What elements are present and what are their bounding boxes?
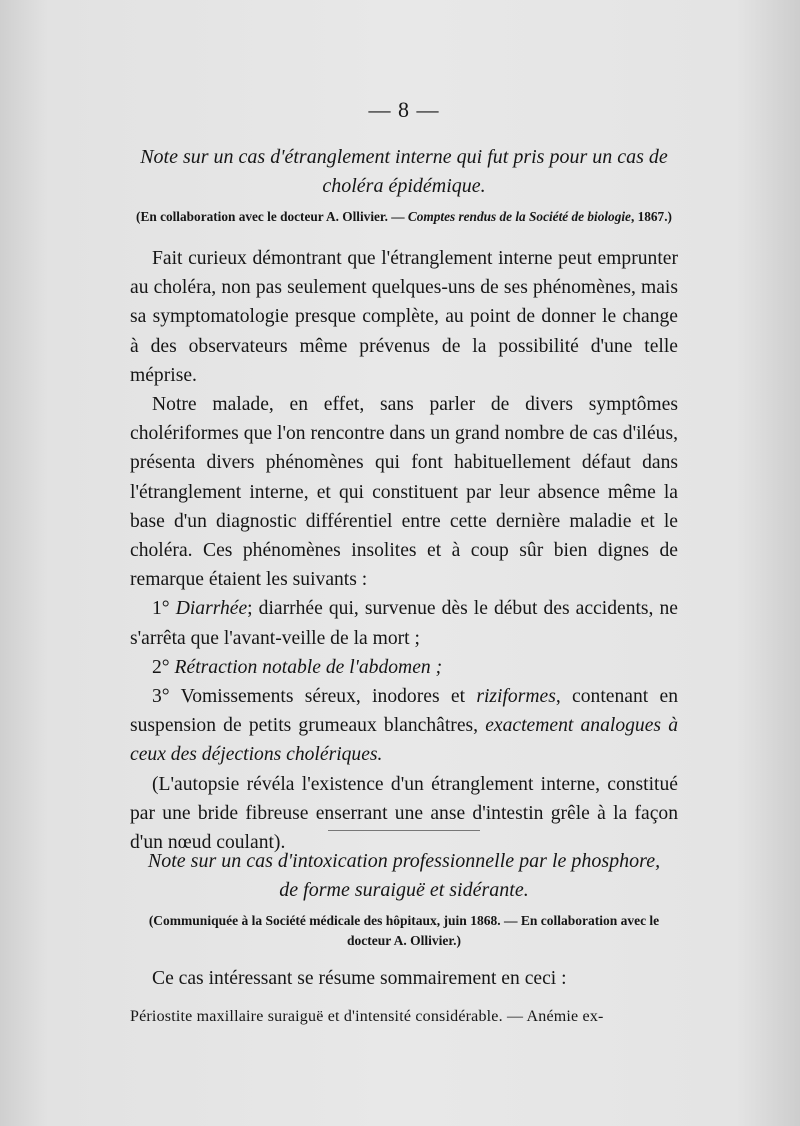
list-item-2-term: Rétraction notable de l'abdomen ;	[174, 656, 443, 678]
article-2-paragraph-2: Périostite maxillaire suraiguë et d'intensité considérable. — Anémie ex-	[130, 1008, 604, 1025]
section-divider	[328, 830, 480, 831]
title-1-line-1: Note sur un cas d'étranglement interne qui fut pris pour un cas de	[140, 146, 668, 168]
title-2-line-2: de forme suraiguë et sidérante.	[279, 879, 529, 901]
publication-note-2	[130, 911, 678, 951]
page-number: — 8 —	[368, 97, 440, 122]
list-item-1-number: 1°	[152, 598, 170, 620]
list-item-1-term: Diarrhée	[175, 598, 248, 620]
note-1-journal: Comptes rendus de la Société de biologie	[407, 209, 631, 224]
article-2-paragraph-1: Ce cas intéressant se résume sommairement en ceci :	[152, 968, 567, 989]
list-item-3	[130, 682, 678, 770]
list-item-3-number: 3°	[152, 686, 170, 708]
list-item-2	[130, 653, 678, 682]
note-2-line-1: (Communiquée à la Société médicale des hôpitaux, juin 1868. — En collaboration avec le	[148, 913, 660, 928]
note-1-suffix: , 1867.)	[630, 209, 672, 224]
list-item-3-emphasis: exactement analogues à ceux des déjections cholériques.	[130, 715, 678, 766]
article-title-2	[130, 847, 678, 905]
paragraph-2: Notre malade, en effet, sans parler de divers symptômes cholériformes que l'on rencontre dans un grand nombre de cas d'iléus, présenta divers phénomènes qui font habituellement défaut dans l'étranglement interne, et qui constituent par leur absence même la base d'un diagnostic différentiel entre cette dernière maladie et le choléra. Ces phénomènes insolites et à coup sûr bien dignes de remarque étaient les suivants :	[130, 394, 678, 591]
paragraph-autopsie: (L'autopsie révéla l'existence d'un étranglement interne, constitué par une bride fibreuse enserrant une anse d'intestin grêle à la façon d'un nœud coulant).	[130, 773, 678, 854]
list-item-1	[130, 594, 678, 652]
list-item-1-text: ; diarrhée qui, survenue dès le début des accidents, ne s'arrêta que l'avant-veille de la mort ;	[130, 598, 678, 649]
title-2-line-1: Note sur un cas d'intoxication professionnelle par le phosphore,	[147, 850, 661, 872]
title-1-line-2: choléra épidémique.	[322, 175, 486, 197]
list-item-3-term: riziformes	[476, 686, 556, 708]
article-1-body	[130, 244, 678, 857]
article-title-1	[130, 143, 678, 201]
list-item-3-text-a: Vomissements séreux, inodores et	[180, 686, 466, 708]
list-item-3-text-b: , contenant en suspension de petits grumeaux blanchâtres,	[130, 686, 678, 737]
note-1-prefix: (En collaboration avec le docteur A. Ollivier. —	[136, 209, 408, 224]
list-item-2-number: 2°	[152, 656, 170, 678]
publication-note-1	[130, 207, 678, 227]
note-2-line-2: docteur A. Ollivier.)	[347, 933, 461, 948]
paragraph-1: Fait curieux démontrant que l'étranglement interne peut emprunter au choléra, non pas seulement quelques-uns de ses phénomènes, mais sa symptomatologie presque complète, au point de donner le change à des observateurs même prévenus de la possibilité d'une telle méprise.	[130, 248, 678, 386]
